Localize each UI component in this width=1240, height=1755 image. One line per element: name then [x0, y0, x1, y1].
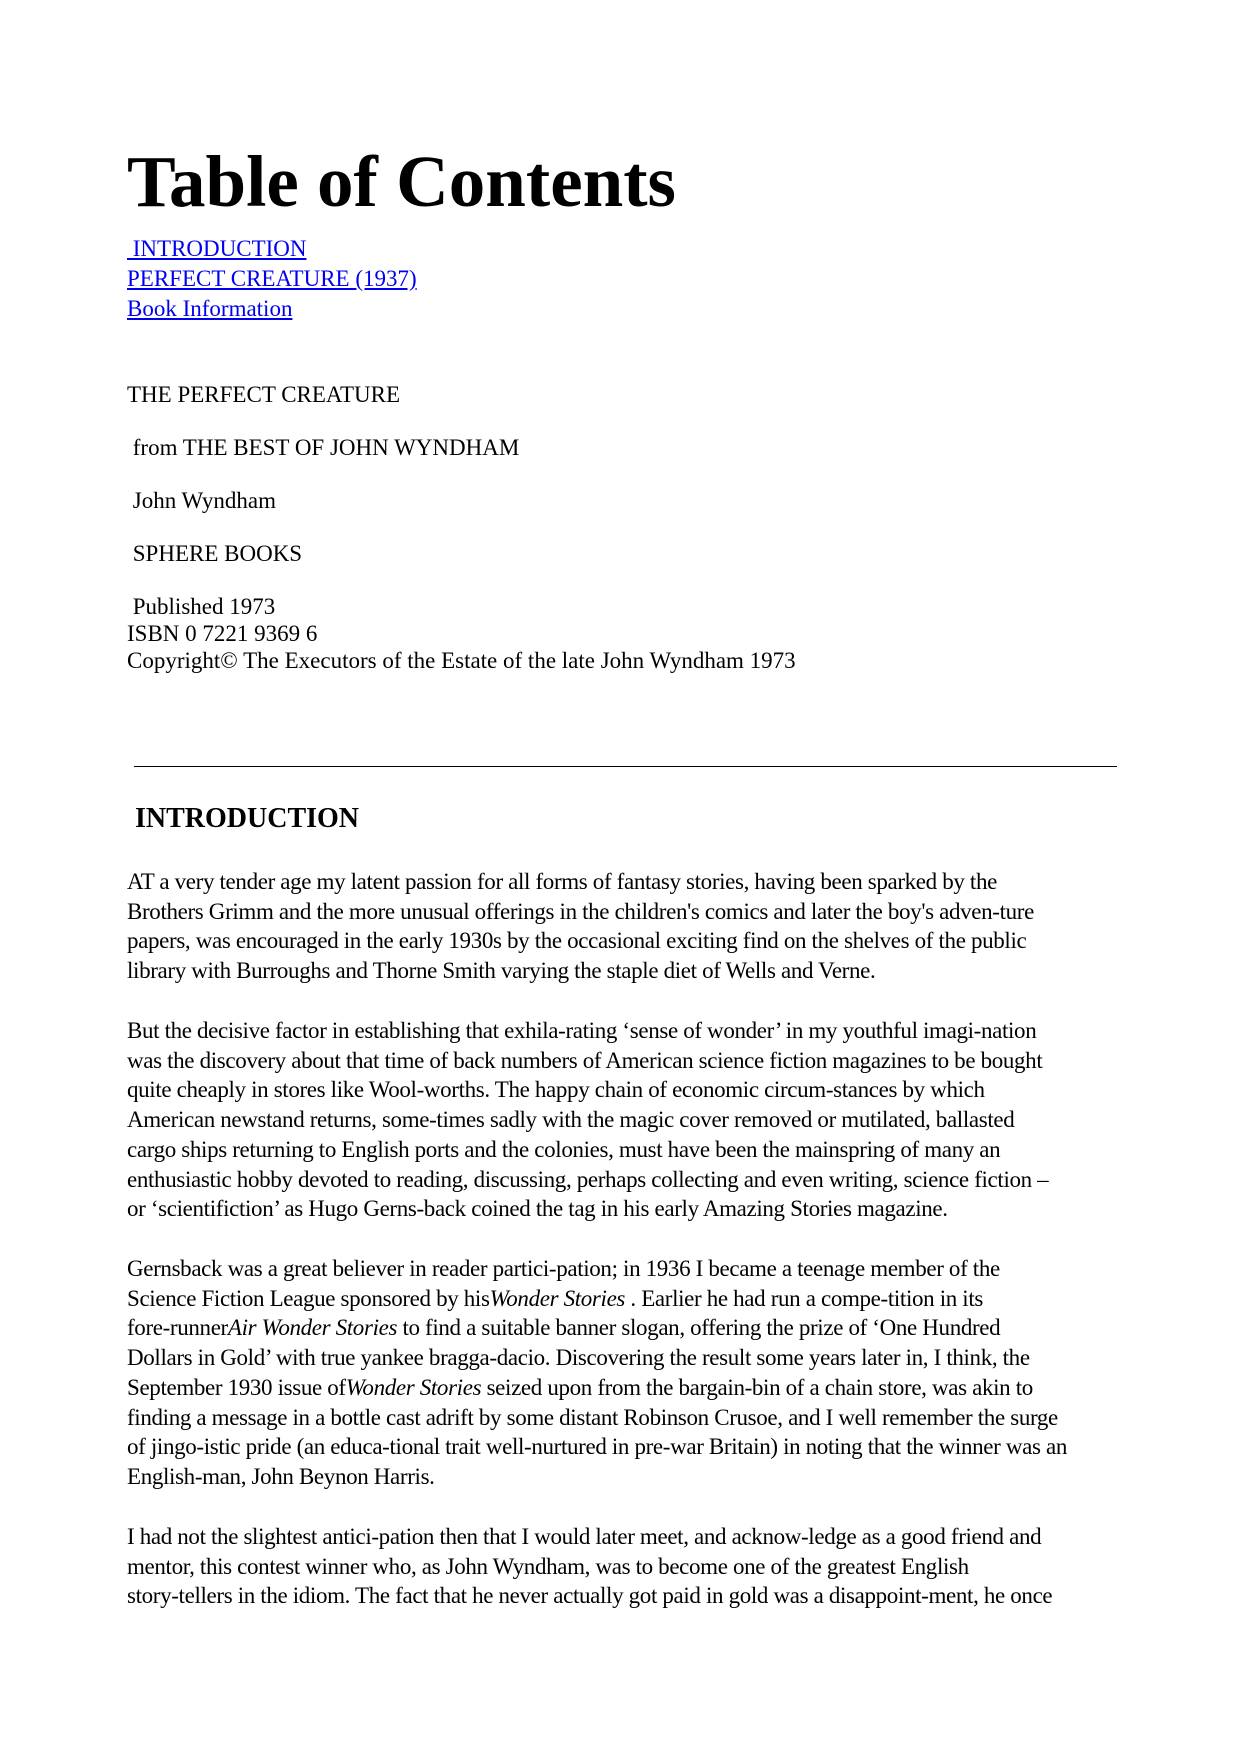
intro-paragraph-3: [127, 1254, 1117, 1492]
toc-list: [127, 234, 417, 324]
toc-title: Table of Contents: [127, 141, 676, 222]
text-line: [127, 1373, 1117, 1403]
text-run: seized upon from the bargain-bin of a chain store, was akin to: [481, 1374, 1033, 1400]
section-divider: [134, 766, 1117, 767]
text-line: story-tellers in the idiom. The fact that he never actually got paid in gold was a disappoint-ment, he once: [127, 1583, 1053, 1609]
toc-link-perfect-creature[interactable]: PERFECT CREATURE (1937): [127, 266, 417, 291]
copyright-line: Copyright© The Executors of the Estate of the late John Wyndham 1973: [127, 648, 796, 673]
text-line: Dollars in Gold’ with true yankee bragga-dacio. Discovering the result some years later in, I think, the: [127, 1345, 1030, 1371]
text-line: I had not the slightest antici-pation then that I would later meet, and acknow-ledge as a good friend and: [127, 1524, 1042, 1549]
text-line: English-man, John Beynon Harris.: [127, 1463, 435, 1489]
text-line: AT a very tender age my latent passion for all forms of fantasy stories, having been sparked by the: [127, 869, 997, 894]
toc-link-introduction[interactable]: INTRODUCTION: [127, 236, 307, 261]
text-run: fore-runner: [127, 1315, 228, 1341]
text-run: to find a suitable banner slogan, offering the prize of ‘One Hundred: [397, 1315, 1001, 1341]
text-run: Science Fiction League sponsored by his: [127, 1285, 490, 1311]
intro-paragraph-4: [127, 1522, 1117, 1611]
text-line: of jingo-istic pride (an educa-tional trait well-nurtured in pre-war Britain) in noting that the winner was an: [127, 1434, 1067, 1460]
intro-paragraph-1: [127, 867, 1117, 986]
text-line: finding a message in a bottle cast adrift by some distant Robinson Crusoe, and I well remember the surge: [127, 1404, 1058, 1430]
text-line: Brothers Grimm and the more unusual offerings in the children's comics and later the boy's adven-ture: [127, 898, 1034, 924]
text-line: papers, was encouraged in the early 1930s by the occasional exciting find on the shelves of the public: [127, 928, 1027, 954]
text-line: [127, 1284, 1117, 1314]
text-line: mentor, this contest winner who, as John Wyndham, was to become one of the greatest English: [127, 1553, 969, 1579]
publisher-line: SPHERE BOOKS: [127, 541, 303, 566]
magazine-title: Air Wonder Stories: [227, 1315, 398, 1341]
collection-line: from THE BEST OF JOHN WYNDHAM: [127, 435, 520, 460]
magazine-title: Wonder Stories: [489, 1285, 626, 1311]
text-line: But the decisive factor in establishing that exhila-rating ‘sense of wonder’ in my youthful imagi-nation: [127, 1018, 1037, 1043]
magazine-title: Wonder Stories: [345, 1374, 482, 1400]
text-line: [127, 1313, 1117, 1343]
author-line: John Wyndham: [127, 488, 276, 513]
text-line: enthusiastic hobby devoted to reading, discussing, perhaps collecting and even writing, science fiction –: [127, 1166, 1049, 1192]
text-run: . Earlier he had run a compe-tition in its: [625, 1285, 983, 1311]
text-line: American newstand returns, some-times sadly with the magic cover removed or mutilated, ballasted: [127, 1107, 1015, 1133]
isbn-line: ISBN 0 7221 9369 6: [127, 621, 318, 646]
text-line: Gernsback was a great believer in reader partici-pation; in 1936 I became a teenage member of the: [127, 1256, 1000, 1281]
introduction-heading: INTRODUCTION: [135, 803, 360, 834]
text-run: September 1930 issue of: [127, 1374, 346, 1400]
text-line: cargo ships returning to English ports and the colonies, must have been the mainspring of many an: [127, 1136, 1001, 1162]
text-line: library with Burroughs and Thorne Smith varying the staple diet of Wells and Verne.: [127, 958, 876, 984]
toc-link-book-information[interactable]: Book Information: [127, 296, 293, 321]
text-line: or ‘scientifiction’ as Hugo Gerns-back coined the tag in his early Amazing Stories magazine.: [127, 1196, 948, 1222]
text-line: quite cheaply in stores like Wool-worths. The happy chain of economic circum-stances by which: [127, 1077, 985, 1103]
intro-paragraph-2: [127, 1016, 1117, 1224]
story-title: THE PERFECT CREATURE: [127, 382, 401, 407]
published-line: Published 1973: [127, 594, 276, 619]
text-line: was the discovery about that time of back numbers of American science fiction magazines to be bought: [127, 1047, 1043, 1073]
